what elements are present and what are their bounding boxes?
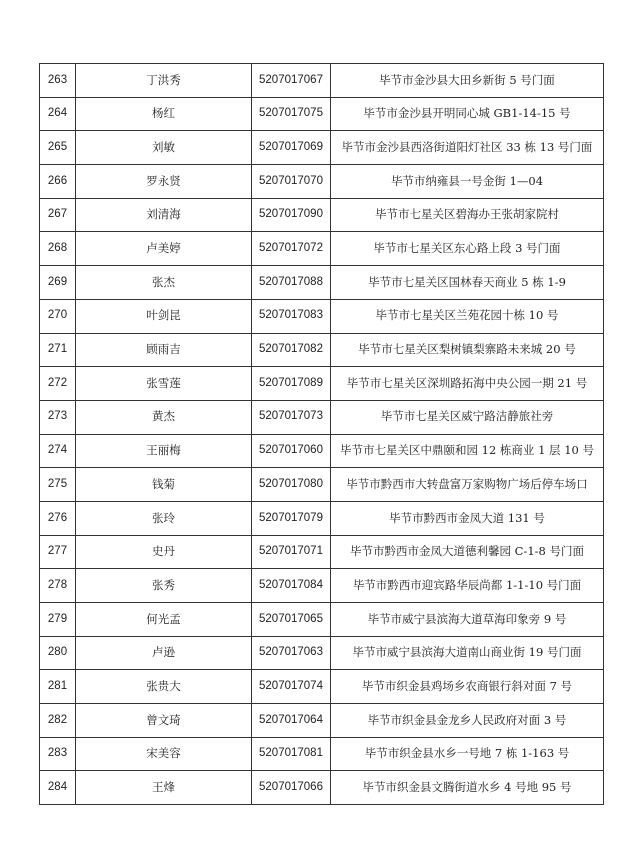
table-row <box>40 165 604 199</box>
id-number-cell: 5207017070 <box>252 165 331 199</box>
name-cell: 张玲 <box>76 501 252 535</box>
table-row <box>40 299 604 333</box>
name-cell: 史丹 <box>76 535 252 569</box>
table-row <box>40 434 604 468</box>
address-cell: 毕节市黔西市金凤大道 131 号 <box>331 501 604 535</box>
row-number-cell: 278 <box>40 569 76 603</box>
id-number-cell: 5207017060 <box>252 434 331 468</box>
table-row <box>40 535 604 569</box>
name-cell: 丁洪秀 <box>76 64 252 98</box>
address-cell: 毕节市黔西市迎宾路华辰尚都 1-1-10 号门面 <box>331 569 604 603</box>
address-cell: 毕节市黔西市大转盘富万家购物广场后停车场口 <box>331 468 604 502</box>
address-cell: 毕节市金沙县开明同心城 GB1-14-15 号 <box>331 97 604 131</box>
address-cell: 毕节市织金县鸡场乡农商银行斜对面 7 号 <box>331 670 604 704</box>
address-cell: 毕节市七星关区兰苑花园十栋 10 号 <box>331 299 604 333</box>
name-cell: 张贵大 <box>76 670 252 704</box>
address-cell: 毕节市威宁县滨海大道南山商业街 19 号门面 <box>331 636 604 670</box>
row-number-cell: 283 <box>40 737 76 771</box>
row-number-cell: 281 <box>40 670 76 704</box>
address-cell: 毕节市织金县金龙乡人民政府对面 3 号 <box>331 704 604 738</box>
row-number-cell: 267 <box>40 198 76 232</box>
name-cell: 宋美容 <box>76 737 252 771</box>
name-cell: 刘敏 <box>76 131 252 165</box>
roster-table <box>39 63 604 805</box>
address-cell: 毕节市黔西市金凤大道德利馨园 C-1-8 号门面 <box>331 535 604 569</box>
name-cell: 刘清海 <box>76 198 252 232</box>
table-row <box>40 771 604 805</box>
table-row <box>40 367 604 401</box>
name-cell: 卢美婷 <box>76 232 252 266</box>
address-cell: 毕节市织金县水乡一号地 7 栋 1-163 号 <box>331 737 604 771</box>
address-cell: 毕节市金沙县大田乡新街 5 号门面 <box>331 64 604 98</box>
table-row <box>40 333 604 367</box>
address-cell: 毕节市纳雍县一号金街 1—04 <box>331 165 604 199</box>
id-number-cell: 5207017081 <box>252 737 331 771</box>
id-number-cell: 5207017084 <box>252 569 331 603</box>
name-cell: 钱菊 <box>76 468 252 502</box>
address-cell: 毕节市七星关区碧海办王张胡家院村 <box>331 198 604 232</box>
row-number-cell: 268 <box>40 232 76 266</box>
name-cell: 卢逊 <box>76 636 252 670</box>
row-number-cell: 269 <box>40 266 76 300</box>
id-number-cell: 5207017066 <box>252 771 331 805</box>
row-number-cell: 276 <box>40 501 76 535</box>
name-cell: 张杰 <box>76 266 252 300</box>
name-cell: 顾雨吉 <box>76 333 252 367</box>
row-number-cell: 265 <box>40 131 76 165</box>
name-cell: 何光孟 <box>76 603 252 637</box>
table-row <box>40 468 604 502</box>
id-number-cell: 5207017088 <box>252 266 331 300</box>
name-cell: 罗永贤 <box>76 165 252 199</box>
name-cell: 张雪莲 <box>76 367 252 401</box>
roster-table-body <box>40 64 604 805</box>
name-cell: 黄杰 <box>76 400 252 434</box>
id-number-cell: 5207017069 <box>252 131 331 165</box>
table-row <box>40 636 604 670</box>
address-cell: 毕节市七星关区东心路上段 3 号门面 <box>331 232 604 266</box>
table-row <box>40 670 604 704</box>
row-number-cell: 266 <box>40 165 76 199</box>
address-cell: 毕节市七星关区国林春天商业 5 栋 1-9 <box>331 266 604 300</box>
table-row <box>40 501 604 535</box>
address-cell: 毕节市七星关区威宁路洁静旅社旁 <box>331 400 604 434</box>
row-number-cell: 284 <box>40 771 76 805</box>
row-number-cell: 272 <box>40 367 76 401</box>
row-number-cell: 277 <box>40 535 76 569</box>
table-row <box>40 97 604 131</box>
id-number-cell: 5207017074 <box>252 670 331 704</box>
id-number-cell: 5207017071 <box>252 535 331 569</box>
row-number-cell: 271 <box>40 333 76 367</box>
id-number-cell: 5207017063 <box>252 636 331 670</box>
address-cell: 毕节市金沙县西洛街道阳灯社区 33 栋 13 号门面 <box>331 131 604 165</box>
id-number-cell: 5207017065 <box>252 603 331 637</box>
address-cell: 毕节市七星关区中鼎颐和园 12 栋商业 1 层 10 号 <box>331 434 604 468</box>
table-row <box>40 400 604 434</box>
id-number-cell: 5207017072 <box>252 232 331 266</box>
id-number-cell: 5207017080 <box>252 468 331 502</box>
row-number-cell: 263 <box>40 64 76 98</box>
id-number-cell: 5207017073 <box>252 400 331 434</box>
name-cell: 杨红 <box>76 97 252 131</box>
row-number-cell: 273 <box>40 400 76 434</box>
id-number-cell: 5207017083 <box>252 299 331 333</box>
id-number-cell: 5207017079 <box>252 501 331 535</box>
id-number-cell: 5207017082 <box>252 333 331 367</box>
row-number-cell: 282 <box>40 704 76 738</box>
id-number-cell: 5207017067 <box>252 64 331 98</box>
table-row <box>40 232 604 266</box>
row-number-cell: 274 <box>40 434 76 468</box>
name-cell: 曾文琦 <box>76 704 252 738</box>
name-cell: 王丽梅 <box>76 434 252 468</box>
name-cell: 张秀 <box>76 569 252 603</box>
table-row <box>40 704 604 738</box>
id-number-cell: 5207017090 <box>252 198 331 232</box>
id-number-cell: 5207017064 <box>252 704 331 738</box>
row-number-cell: 270 <box>40 299 76 333</box>
row-number-cell: 264 <box>40 97 76 131</box>
address-cell: 毕节市威宁县滨海大道草海印象旁 9 号 <box>331 603 604 637</box>
name-cell: 王烽 <box>76 771 252 805</box>
table-row <box>40 64 604 98</box>
address-cell: 毕节市七星关区梨树镇梨寨路未来城 20 号 <box>331 333 604 367</box>
table-row <box>40 198 604 232</box>
table-row <box>40 603 604 637</box>
row-number-cell: 280 <box>40 636 76 670</box>
row-number-cell: 275 <box>40 468 76 502</box>
table-row <box>40 737 604 771</box>
table-row <box>40 266 604 300</box>
address-cell: 毕节市织金县文腾街道水乡 4 号地 95 号 <box>331 771 604 805</box>
id-number-cell: 5207017089 <box>252 367 331 401</box>
table-row <box>40 569 604 603</box>
table-row <box>40 131 604 165</box>
name-cell: 叶剑昆 <box>76 299 252 333</box>
address-cell: 毕节市七星关区深圳路拓海中央公园一期 21 号 <box>331 367 604 401</box>
row-number-cell: 279 <box>40 603 76 637</box>
id-number-cell: 5207017075 <box>252 97 331 131</box>
